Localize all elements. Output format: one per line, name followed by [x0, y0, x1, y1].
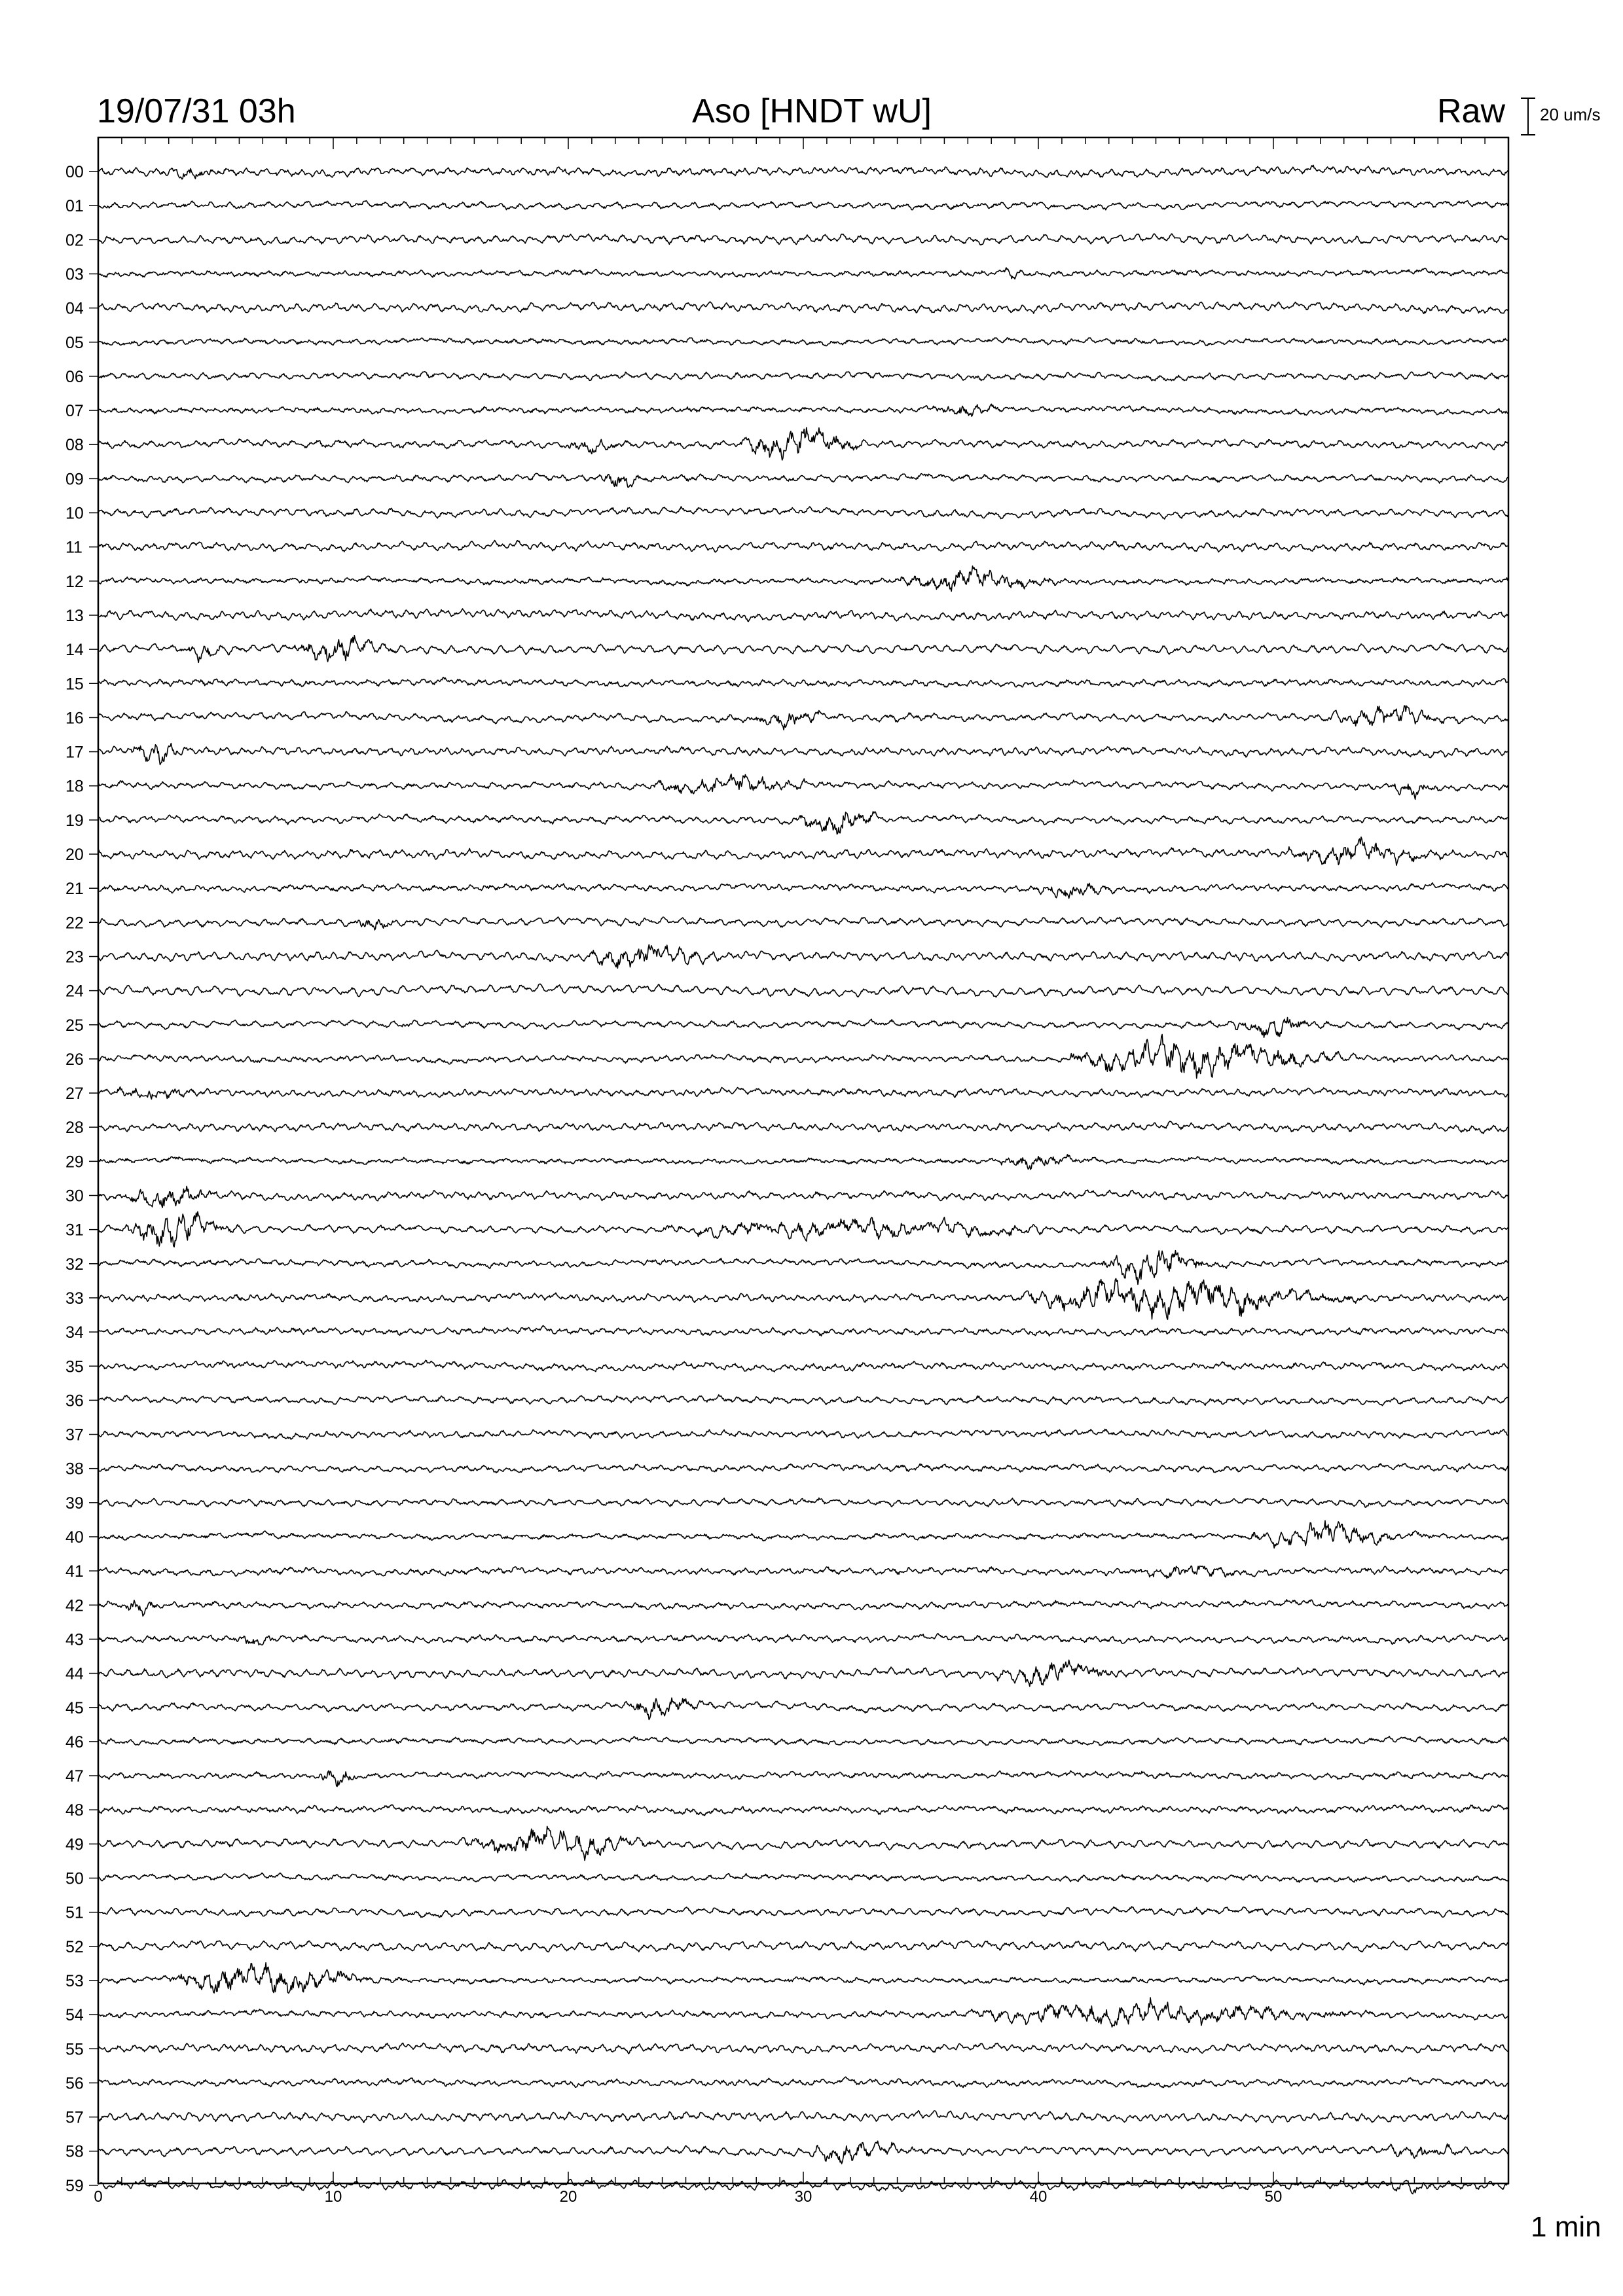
row-label: 29 — [65, 1153, 84, 1172]
row-label: 57 — [65, 2108, 84, 2127]
row-label: 46 — [65, 1732, 84, 1751]
x-tick-label: 50 — [1264, 2188, 1283, 2206]
row-label: 16 — [65, 709, 84, 728]
row-label: 26 — [65, 1050, 84, 1069]
trace-row-30 — [98, 1186, 1508, 1208]
trace-row-56 — [98, 2077, 1508, 2087]
trace-row-37 — [98, 1429, 1508, 1440]
trace-row-35 — [98, 1360, 1508, 1372]
row-label: 22 — [65, 914, 84, 933]
row-label: 52 — [65, 1937, 84, 1956]
trace-row-18 — [98, 774, 1508, 800]
trace-row-31 — [98, 1211, 1508, 1247]
trace-row-07 — [98, 404, 1508, 416]
row-label: 54 — [65, 2006, 84, 2025]
trace-row-06 — [98, 372, 1508, 381]
trace-row-53 — [98, 1963, 1508, 1994]
trace-row-20 — [98, 837, 1508, 865]
trace-row-16 — [98, 706, 1508, 730]
trace-row-21 — [98, 883, 1508, 899]
row-label-group — [65, 163, 98, 2195]
row-label: 38 — [65, 1460, 84, 1479]
row-label: 33 — [65, 1289, 84, 1308]
trace-row-26 — [98, 1035, 1508, 1079]
trace-row-54 — [98, 1998, 1508, 2027]
trace-row-17 — [98, 744, 1508, 765]
row-label: 37 — [65, 1426, 84, 1444]
trace-row-02 — [98, 234, 1508, 245]
row-label: 48 — [65, 1801, 84, 1820]
row-label: 25 — [65, 1016, 84, 1035]
trace-row-50 — [98, 1873, 1508, 1882]
row-label: 40 — [65, 1528, 84, 1547]
trace-row-32 — [98, 1251, 1508, 1285]
trace-row-41 — [98, 1566, 1508, 1578]
row-label: 42 — [65, 1596, 84, 1615]
trace-row-23 — [98, 944, 1508, 968]
row-label: 45 — [65, 1698, 84, 1717]
trace-row-51 — [98, 1907, 1508, 1917]
row-label: 56 — [65, 2074, 84, 2093]
trace-row-15 — [98, 677, 1508, 687]
row-label: 28 — [65, 1119, 84, 1138]
row-label: 53 — [65, 1971, 84, 1990]
trace-row-52 — [98, 1941, 1508, 1952]
row-label: 23 — [65, 948, 84, 967]
trace-row-00 — [98, 165, 1508, 179]
trace-group — [98, 165, 1508, 2193]
x-tick-label: 0 — [94, 2188, 103, 2206]
trace-row-03 — [98, 268, 1508, 279]
trace-row-29 — [98, 1155, 1508, 1170]
row-label: 19 — [65, 811, 84, 830]
row-label: 44 — [65, 1664, 84, 1683]
trace-row-36 — [98, 1395, 1508, 1406]
row-label: 58 — [65, 2142, 84, 2161]
row-label: 09 — [65, 470, 84, 489]
trace-row-24 — [98, 984, 1508, 997]
x-axis-unit-label: 1 min — [1531, 2211, 1601, 2243]
row-label: 47 — [65, 1767, 84, 1786]
x-tick-label: 20 — [559, 2188, 577, 2206]
trace-row-47 — [98, 1771, 1508, 1787]
row-label: 03 — [65, 265, 84, 284]
trace-row-49 — [98, 1826, 1508, 1860]
trace-row-46 — [98, 1736, 1508, 1746]
trace-row-42 — [98, 1600, 1508, 1616]
row-label: 12 — [65, 572, 84, 591]
row-label: 34 — [65, 1323, 84, 1342]
trace-row-08 — [98, 427, 1508, 460]
row-label: 07 — [65, 402, 84, 421]
row-label: 39 — [65, 1494, 84, 1513]
row-label: 41 — [65, 1562, 84, 1581]
row-label: 18 — [65, 777, 84, 796]
trace-row-09 — [98, 473, 1508, 487]
row-label: 04 — [65, 299, 84, 318]
trace-row-01 — [98, 201, 1508, 210]
trace-row-39 — [98, 1498, 1508, 1507]
row-label: 50 — [65, 1869, 84, 1888]
trace-row-19 — [98, 812, 1508, 834]
row-label: 51 — [65, 1903, 84, 1922]
row-label: 59 — [65, 2176, 84, 2195]
row-label: 00 — [65, 163, 84, 181]
trace-row-04 — [98, 302, 1508, 314]
trace-row-45 — [98, 1698, 1508, 1719]
row-label: 55 — [65, 2040, 84, 2059]
row-label: 21 — [65, 880, 84, 899]
row-label: 11 — [65, 538, 82, 557]
scale-bar-label: 20 um/s — [1540, 105, 1601, 124]
trace-row-48 — [98, 1805, 1508, 1816]
row-label: 32 — [65, 1255, 84, 1274]
trace-row-57 — [98, 2111, 1508, 2123]
row-label: 43 — [65, 1630, 84, 1649]
trace-row-14 — [98, 636, 1508, 663]
trace-row-55 — [98, 2043, 1508, 2054]
x-tick-label: 30 — [794, 2188, 812, 2206]
row-label: 08 — [65, 436, 84, 455]
row-label: 13 — [65, 606, 84, 625]
trace-row-43 — [98, 1634, 1508, 1645]
row-label: 06 — [65, 367, 84, 386]
trace-row-40 — [98, 1520, 1508, 1548]
trace-row-33 — [98, 1278, 1508, 1319]
row-label: 24 — [65, 982, 84, 1001]
trace-row-25 — [98, 1018, 1508, 1038]
trace-row-12 — [98, 566, 1508, 592]
row-label: 05 — [65, 333, 84, 352]
trace-row-13 — [98, 609, 1508, 622]
row-label: 10 — [65, 504, 84, 523]
trace-row-34 — [98, 1325, 1508, 1336]
trace-row-22 — [98, 917, 1508, 930]
trace-row-10 — [98, 507, 1508, 519]
row-label: 30 — [65, 1187, 84, 1206]
x-tick-label: 10 — [324, 2188, 342, 2206]
row-label: 27 — [65, 1085, 84, 1103]
row-label: 49 — [65, 1835, 84, 1854]
header-mode: Raw — [1436, 92, 1505, 130]
trace-row-11 — [98, 541, 1508, 552]
row-label: 17 — [65, 743, 84, 762]
header-station-title: Aso [HNDT wU] — [692, 92, 932, 130]
row-label: 14 — [65, 641, 84, 660]
trace-row-44 — [98, 1660, 1508, 1686]
row-label: 36 — [65, 1391, 84, 1410]
x-tick-label: 40 — [1029, 2188, 1048, 2206]
row-label: 01 — [65, 197, 84, 216]
row-label: 20 — [65, 846, 84, 864]
row-label: 02 — [65, 231, 84, 250]
trace-row-05 — [98, 338, 1508, 346]
trace-row-58 — [98, 2141, 1508, 2164]
trace-row-27 — [98, 1087, 1508, 1100]
row-label: 31 — [65, 1221, 84, 1240]
trace-row-28 — [98, 1121, 1508, 1134]
row-label: 15 — [65, 675, 84, 694]
row-label: 35 — [65, 1357, 84, 1376]
header-date-hour: 19/07/31 03h — [97, 92, 296, 130]
trace-row-38 — [98, 1463, 1508, 1473]
